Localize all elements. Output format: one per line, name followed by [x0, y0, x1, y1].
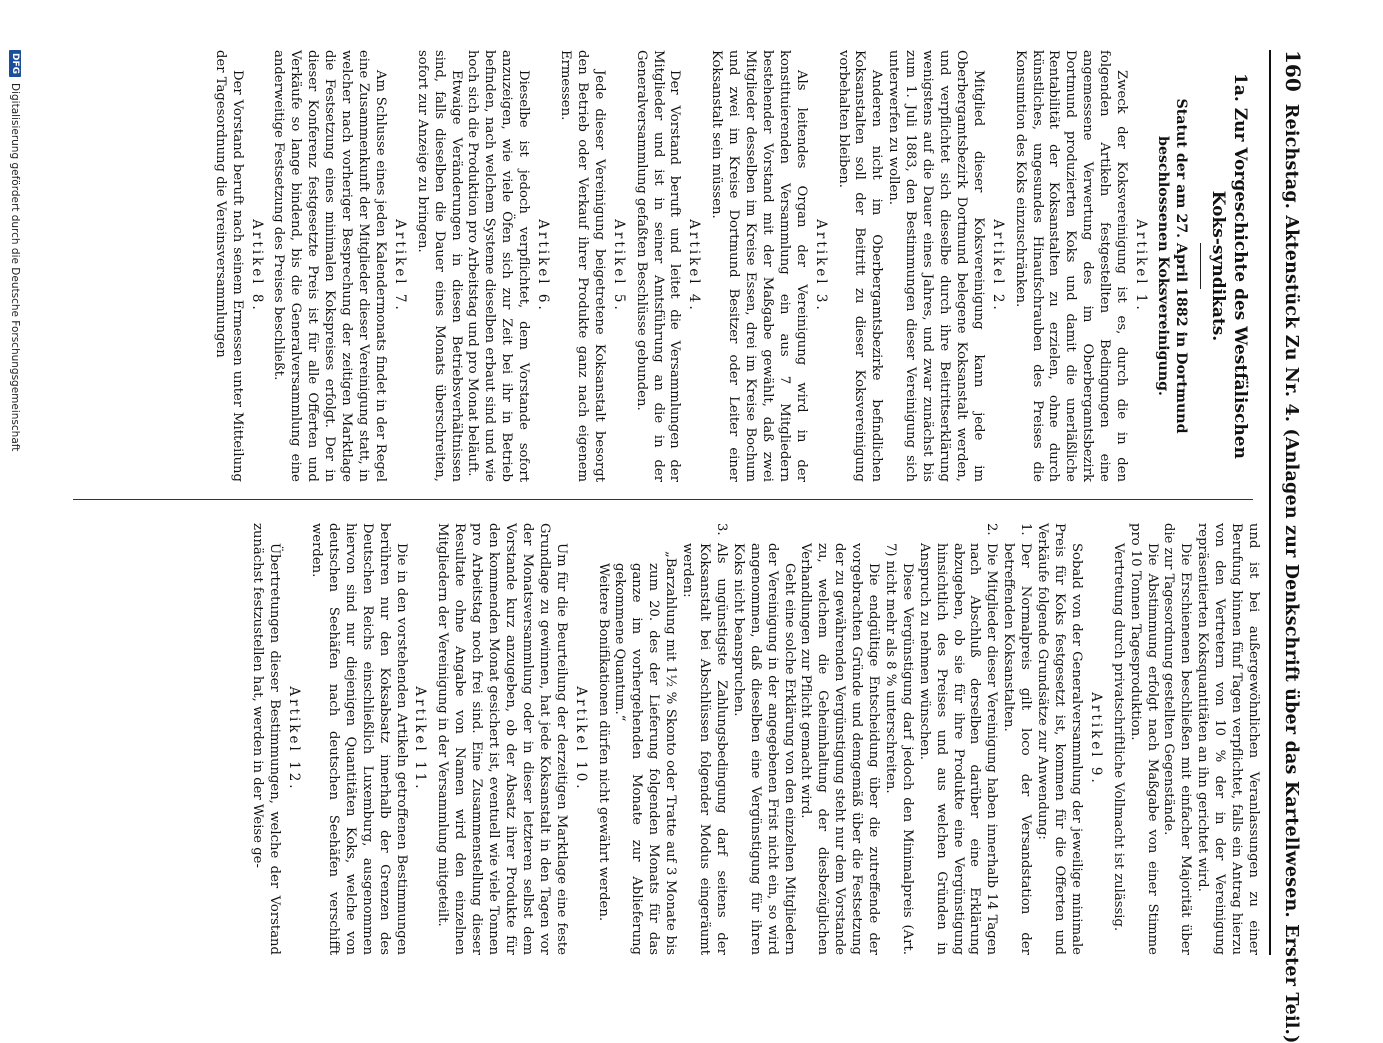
page-number: 160: [1281, 50, 1305, 92]
article-11-text: Die in den vorstehenden Artikeln getroffenen Bestimmungen berühren nur den Koksabsatz innerhalb der Grenzen des Deutschen Reichs einschließlich Luxemburg, ausgenommen hiervon sind nur diejenigen Quantitäten Koks, welche von deutschen Seehäfen nach deutschen Seehäfen verschifft werden.: [309, 523, 409, 955]
list-item-text: Der Normalpreis gilt loco der Versandstation der betreffenden Koksanstalten.: [1001, 543, 1034, 955]
header-rule: [1269, 50, 1271, 955]
list-item: [915, 523, 1000, 955]
article-1-text: Zweck der Koksvereinigung ist es, durch die in den folgenden Artikeln festgestellten Bedingungen eine angemessene Verwertung des im Oberbergamtsbezirk Dortmund produzierten Koks und damit die unerläßliche Rentabilität der Koksanstalten zu erzielen, ohne durch künstliches, ungesundes Hinaufschrauben des Preises die Konsumtion des Koks einzuschränken.: [1012, 50, 1130, 482]
article-10-text: Um für die Beurteilung der derzeitigen Marktlage eine feste Grundlage zu gewinnen, hat jede Koksanstalt in den Tagen vor der Monatsversammlung oder in dieser letzteren selbst dem Vorstande kurz anzugeben, ob der Absatz ihrer Produkte für den kommenden Monat gesichert ist, eventuell wie viele Tonnen pro Arbeitstag noch frei sind. Eine Zusammenstellung dieser Resultate ohne Angabe von Namen wird den einzelnen Mitgliedern der Vereinigung in der Versammlung mitgeteilt.: [435, 523, 569, 955]
list-item: [999, 523, 1033, 955]
list-item-paragraph: Weitere Bonifikationen dürfen nicht gewährt werden.: [595, 563, 611, 922]
paragraph: Vertretung durch privatschriftliche Vollmacht ist zulässig.: [1110, 543, 1126, 932]
article-2-heading: Artikel 2.: [989, 219, 1006, 313]
article-7-text: Am Schlusse eines jeden Kalendermonats findet in der Regel eine Zusammenkunft der Mitglieder dieser Vereinigung statt, in welcher nach vorheriger Besprechung der zeitigen Marktlage die Festsetzung eines minimalen Kokspreises erfolgt. Der in dieser Konferenz festgesetzte Preis ist für alle Offerten und Verkäufe so lange bindend, bis die Generalversammlung eine anderweitige Festsetzung des Preises beschließt.: [271, 50, 388, 482]
article-3-text: Als leitendes Organ der Vereinigung wird in der konstituierenden Versammlung ein aus 7 Mitgliedern bestehender Vorstand mit der Maßgabe gewählt, daß zwei Mitglieder desselben im Kreise Essen, drei im Kreise Bochum und zwei im Kreise Dortmund Besitzer oder Leiter einer Koksanstalt sein müssen.: [709, 50, 809, 482]
article-7-heading: Artikel 7.: [391, 219, 408, 313]
article-3-heading: Artikel 3.: [812, 219, 829, 313]
article-6-paragraph: Etwaige Veränderungen in diesen Betriebsverhältnissen sind, falls dieselben die Dauer eines Monats überschreiten, sofort zur Anzeige zu bringen.: [414, 50, 464, 482]
running-title: Reichstag. Aktenstück Zu Nr. 4. (Anlagen zur Denkschrift über das Kartellwesen. Erster Teil.): [1281, 103, 1301, 1043]
paragraph: Die Erschienenen beschließen mit einfacher Majorität über die zur Tagesordnung gestellten Gegenstände.: [1161, 523, 1194, 955]
list-item-number: 2.: [984, 523, 1000, 536]
continued-paragraph: und ist bei außergewöhnlichen Veranlassungen zu einer Berufung binnen fünf Tagen verpflichtet, falls ein Antrag hierzu von den Vertretern von 10 % der in der Vereinigung repräsentierten Koksquantitäten an ihn gerichtet wird.: [1195, 523, 1261, 955]
left-column: [61, 50, 1261, 482]
dfg-logo-icon: DFG: [9, 50, 21, 77]
article-5-heading: Artikel 5.: [610, 219, 627, 313]
article-5-text: Jede dieser Vereinigung beigetretene Koksanstalt besorgt den Betrieb oder Verkauf ihrer Produkte ganz nach eigenem Ermessen.: [558, 50, 607, 482]
article-9-heading: Artikel 9.: [1087, 692, 1104, 786]
list-item-number: 3.: [713, 523, 729, 536]
paragraph: Die Abstimmung erfolgt nach Maßgabe von einer Stimme pro 10 Tonnen Tagesproduktion.: [1127, 523, 1160, 955]
statute-heading: Statut der am 27. April 1882 in Dortmund beschlossenen Koksvereinigung.: [1155, 98, 1189, 434]
article-2-paragraph: Anderen nicht im Oberbergamtsbezirke befindlichen Koksanstalten soll der Beitritt zu dieser Koksvereinigung vorbehalten bleiben.: [835, 50, 885, 482]
column-divider: [73, 499, 1253, 500]
article-6-heading: Artikel 6.: [535, 219, 552, 313]
list-item-text: Als ungünstigste Zahlungsbedingung darf seitens der Koksanstalt bei Abschlüssen folgender Modus eingeräumt werden:: [680, 543, 729, 955]
article-9-intro: Sobald von der Generalversammlung der jeweilige minimale Preis für Koks festgesetzt ist, kommen für die Offerten und Verkäufe folgende Grundsätze zur Anwendung:: [1035, 523, 1084, 955]
article-11-heading: Artikel 11.: [412, 686, 429, 792]
article-8-heading: Artikel 8.: [248, 219, 265, 313]
article-4-text: Der Vorstand beruft und leitet die Versammlungen der Mitglieder und ist in seiner Amtsführung an die in der Generalversammlung gefaßten Beschlüsse gebunden.: [633, 50, 683, 482]
article-4-heading: Artikel 4.: [686, 219, 703, 313]
right-column: [61, 523, 1261, 955]
credit-text: Digitalisierung gefördert durch die Deutsche Forschungsgemeinschaft: [9, 83, 21, 452]
list-item-paragraph: Diese Vergünstigung darf jedoch den Minimalpreis (Art. 7) nicht mehr als 8 % unterschreiten.: [882, 543, 915, 955]
document-title: 1a. Zur Vorgeschichte des Westfälischen Koks-syndikats.: [1208, 73, 1250, 459]
digitization-credit: [9, 50, 21, 955]
list-item-text: Die Mitglieder dieser Vereinigung haben innerhalb 14 Tagen nach Abschluß derselben darüber eine Erklärung abzugeben, ob sie für ihre Produkte eine Vergünstigung hinsichtlich des Preises und aus welchen Gründen in Anspruch zu nehmen wünschen.: [916, 543, 1000, 955]
article-6-paragraph: Dieselbe ist jedoch verpflichtet, dem Vorstande sofort anzuzeigen, wie viele Öfen sich zur Zeit bei ihr in Betrieb befinden, nach welchem Systeme dieselben erbaut sind und wie hoch sich die Produktion pro Arbeitstag und pro Monat beläuft.: [465, 50, 532, 482]
title-rule: [1200, 243, 1201, 289]
list-item-paragraph: Die endgültige Entscheidung über die zutreffende der vorgebrachten Gründe und demgemäß über die Festsetzung der zu gewährenden Vergünstigung steht nur dem Vorstande zu, welchem die Geheimhaltung der diesbezüglichen Verhandlungen zur Pflicht gemacht wird.: [798, 543, 882, 955]
article-2-paragraph: Mitglied dieser Koksvereinigung kann jede im Oberbergamtsbezirk Dortmund belegene Koksanstalt werden, und verpflichtet sich dieselbe durch ihre Beitrittserklärung wenigstens auf die Dauer eines Jahres, und zwar zunächst bis zum 1. Juli 1883, den Bestimmungen dieser Vereinigung sich unterwerfen zu wollen.: [886, 50, 986, 482]
list-item-number: 1.: [1018, 523, 1034, 536]
article-12-heading: Artikel 12.: [286, 686, 303, 792]
page-header: [1277, 50, 1305, 1043]
article-1-heading: Artikel 1.: [1133, 219, 1149, 313]
article-12-text: Übertretungen dieser Bestimmungen, welche der Vorstand zunächst festzustellen hat, werden in der Weise ge-: [250, 523, 283, 955]
list-item: [678, 523, 729, 955]
list-item-paragraph: Geht eine solche Erklärung von den einzelnen Mitgliedern der Vereinigung in der angegebenen Frist nicht ein, so wird angenommen, daß dieselben eine Vergünstigung für ihren Koks nicht beanspruchen.: [730, 543, 797, 955]
article-8-text: Der Vorstand beruft nach seinem Ermessen unter Mitteilung der Tagesordnung die Vereinsversammlungen: [212, 50, 245, 482]
article-10-heading: Artikel 10.: [572, 686, 589, 792]
quoted-condition: „Barzahlung mit 1½ % Skonto oder Tratte auf 3 Monate bis zum 20. des der Lieferung folgenden Monats für das ganze im vorhergehenden Monate zur Ablieferung gekommene Quantum.“: [612, 551, 679, 955]
